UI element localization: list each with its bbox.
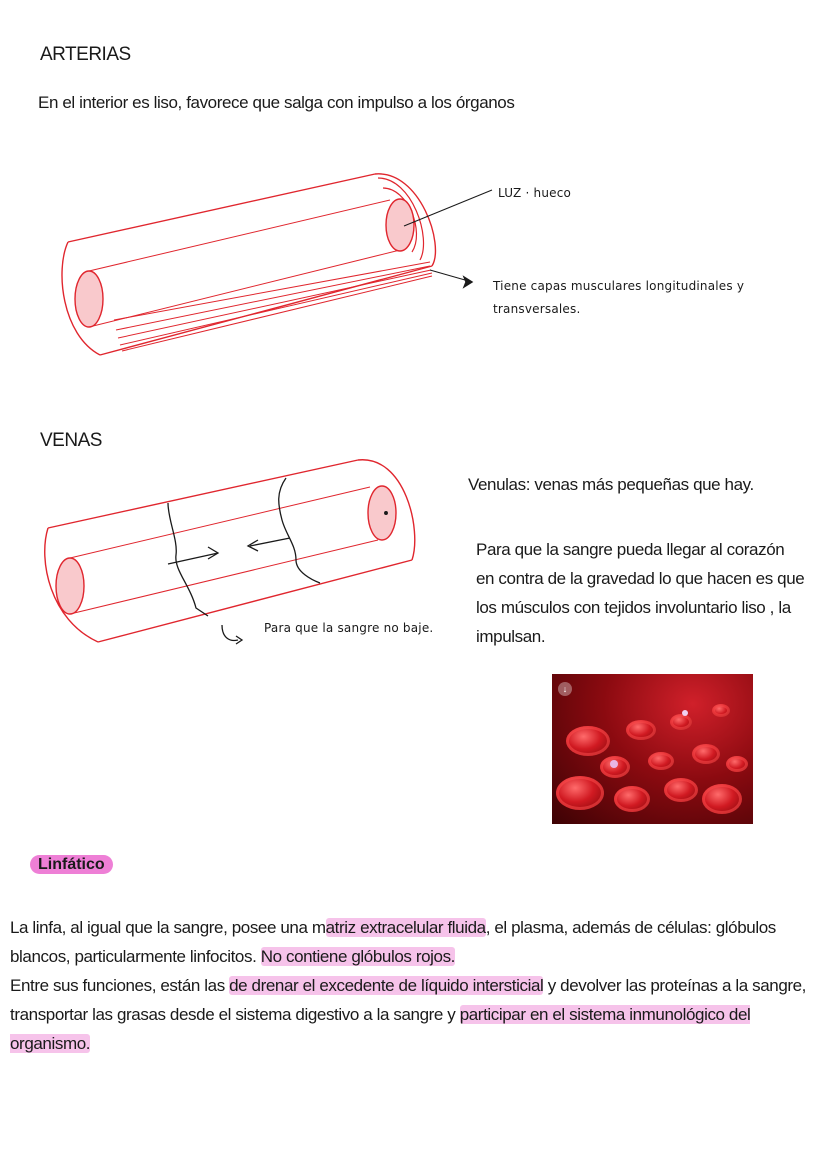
label-valvula: Para que la sangre no baje. bbox=[264, 621, 434, 635]
venulas-text: Venulas: venas más pequeñas que hay. bbox=[468, 475, 754, 494]
gravedad-text: Para que la sangre pueda llegar al corazón en contra de la gravedad lo que hacen es que los músculos con tejidos involuntario liso , la impulsan. bbox=[476, 540, 805, 646]
red-blood-cells-image bbox=[552, 674, 753, 824]
download-icon[interactable]: ↓ bbox=[558, 682, 572, 696]
p2-text-b: y devolver las proteínas a la sangre, transportar las grasas desde el sistema digestivo a la sangre y bbox=[10, 976, 807, 1024]
p1-text-b: , el plasma, además de células: glóbulos blancos, particularmente linfocitos. bbox=[10, 918, 776, 966]
linfatico-paragraph-2 bbox=[10, 971, 810, 1058]
p1-highlight-2: No contiene glóbulos rojos. bbox=[260, 947, 455, 966]
p1-highlight-1: atriz extracelular fluida bbox=[325, 918, 486, 937]
p1-text-a: La linfa, al igual que la sangre, posee una m bbox=[10, 918, 326, 937]
linfatico-title-wrapper bbox=[30, 856, 113, 874]
p2-highlight-2: participar en el sistema inmunológico del organismo. bbox=[10, 1005, 751, 1053]
linfatico-title: Linfático bbox=[30, 855, 113, 874]
venas-title: VENAS bbox=[40, 430, 102, 451]
arterias-description: En el interior es liso, favorece que salga con impulso a los órganos bbox=[38, 93, 515, 112]
p2-text-a: Entre sus funciones, están las bbox=[10, 976, 230, 995]
p2-highlight-1: de drenar el excedente de líquido intersticial bbox=[229, 976, 544, 995]
label-luz: LUZ · hueco bbox=[498, 186, 572, 200]
linfatico-paragraph-1 bbox=[10, 913, 810, 971]
arterias-title: ARTERIAS bbox=[40, 44, 131, 65]
label-capas: Tiene capas musculares longitudinales y transversales. bbox=[493, 279, 745, 316]
